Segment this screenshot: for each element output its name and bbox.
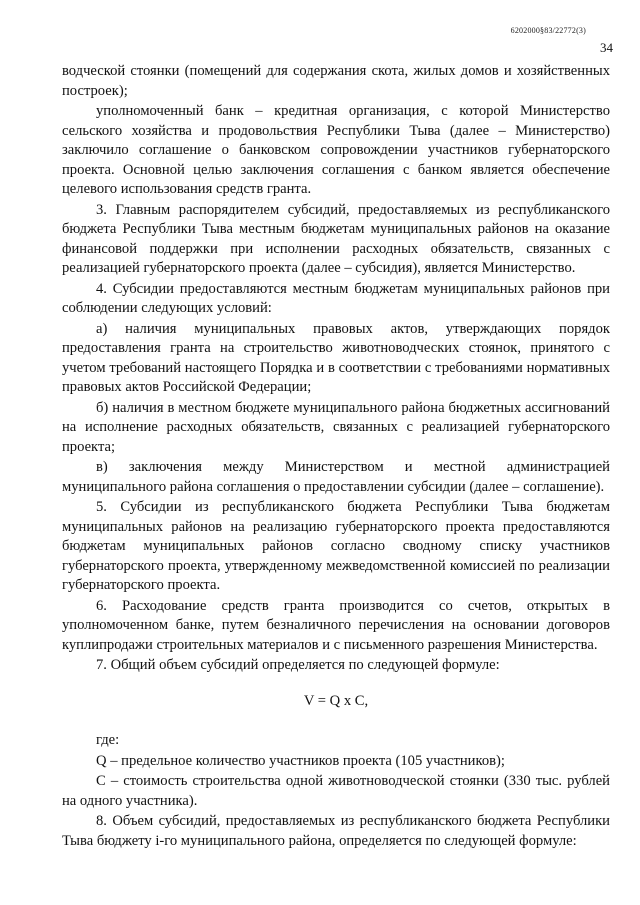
document-code: 6202000§83/22772(3) [510, 26, 586, 35]
paragraph: водческой стоянки (помещений для содержания скота, жилых домов и хозяйственных построек); [62, 63, 610, 99]
paragraph: 8. Объем субсидий, предоставляемых из республиканского бюджета Республики Тыва бюджету i-го муниципального района, определяется по следующей формуле: [62, 813, 610, 849]
paragraph: а) наличия муниципальных правовых актов, утверждающих порядок предоставления гранта на строительство животноводческих стоянок, принятого с учетом требований настоящего Порядка и в соответствии с требованиями нормативных правовых актов Российской Федерации; [62, 320, 610, 395]
paragraph: где: [96, 732, 120, 748]
paragraph: Q – предельное количество участников проекта (105 участников); [96, 752, 505, 769]
document-body [62, 62, 610, 852]
paragraph: С – стоимость строительства одной животноводческой стоянки (330 тыс. рублей на одного участника). [62, 773, 610, 809]
paragraph: в) заключения между Министерством и местной администрацией муниципального района соглашения о предоставлении субсидии (далее – соглашение). [62, 459, 610, 495]
paragraph: 7. Общий объем субсидий определяется по следующей формуле: [96, 657, 500, 673]
paragraph: 4. Субсидии предоставляются местным бюджетам муниципальных районов при соблюдении следующих условий: [62, 280, 610, 316]
formula: V = Q x C, [303, 692, 369, 709]
paragraph: 5. Субсидии из республиканского бюджета Республики Тыва бюджетам муниципальных районов на реализацию губернаторского проекта предоставляются бюджетам муниципальных районов согласно сводному списку участников губернаторского проекта, утвержденному межведомственной комиссией по реализации губернаторского проекта. [62, 499, 610, 593]
paragraph: б) наличия в местном бюджете муниципального района бюджетных ассигнований на исполнение расходных обязательств, связанных с реализацией губернаторского проекта; [62, 399, 610, 455]
paragraph: уполномоченный банк – кредитная организация, с которой Министерство сельского хозяйства и продовольствия Республики Тыва (далее – Министерство) заключило соглашение о банковском сопровождении участников губернаторского проекта. Основной целью заключения соглашения с банком является обеспечение целевого использования средств гранта. [62, 103, 610, 197]
page-number: 34 [600, 40, 613, 55]
paragraph: 6. Расходование средств гранта производится со счетов, открытых в уполномоченном банке, путем безналичного перечисления на основании договоров куплипродажи строительных материалов и с письменного разрешения Министерства. [62, 597, 610, 653]
paragraph: 3. Главным распорядителем субсидий, предоставляемых из республиканского бюджета Республики Тыва местным бюджетам муниципальных районов на оказание финансовой поддержки при исполнении расходных обязательств, связанных с реализацией губернаторского проекта (далее – субсидия), является Министерство. [62, 201, 610, 276]
